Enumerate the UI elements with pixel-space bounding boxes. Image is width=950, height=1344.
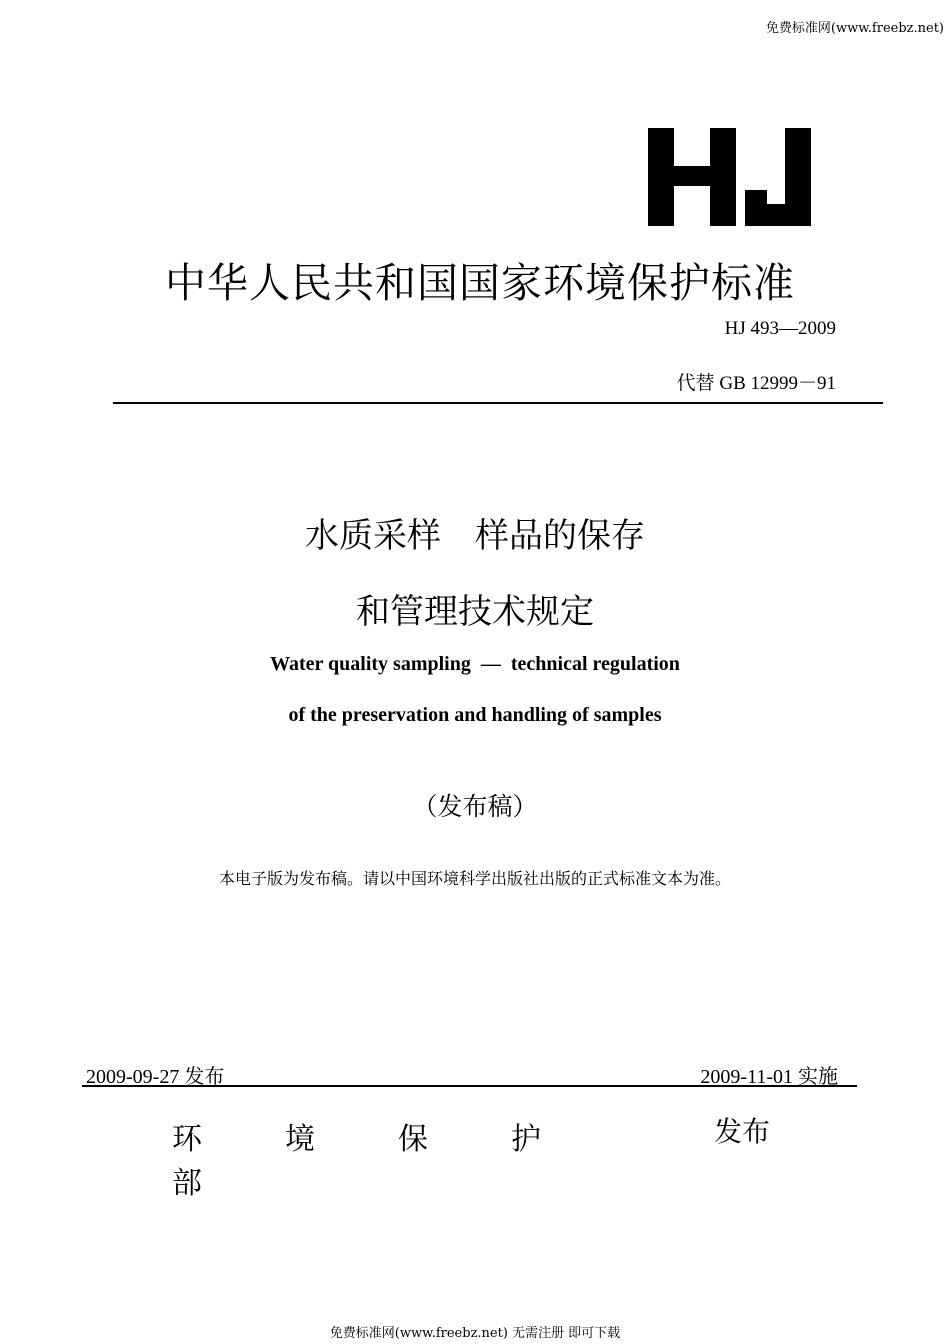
standard-category-title: 中华人民共和国国家环境保护标准 [165, 259, 795, 307]
title-english-line-1: Water quality sampling — technical regulation [270, 653, 680, 675]
edition-note: 本电子版为发布稿。请以中国环境科学出版社出版的正式标准文本为准。 [218, 869, 731, 888]
issuer-verb: 发布 [714, 1115, 771, 1148]
issuing-authority [172, 1114, 692, 1202]
standard-number: HJ 493—2009 [724, 318, 836, 339]
issuer-char: 保 [398, 1122, 428, 1157]
hj-logo [630, 118, 830, 230]
bottom-divider [82, 1085, 857, 1087]
issuer-char: 境 [285, 1122, 315, 1157]
title-english-line-2: of the preservation and handling of samples [288, 704, 662, 726]
header-watermark-note: 免费标准网(www.freebz.net) [765, 21, 944, 36]
top-divider [113, 402, 883, 404]
footer-watermark-note: 免费标准网(www.freebz.net) 无需注册 即可下载 [329, 1326, 621, 1341]
implementation-date: 2009-11-01 实施 [700, 1066, 838, 1088]
draft-status-label: （发布稿） [412, 792, 538, 821]
replaces-standard: 代替 GB 12999－91 [676, 373, 836, 394]
issuer-char: 部 [172, 1166, 202, 1201]
title-chinese-line-2: 和管理技术规定 [356, 592, 594, 632]
issuer-char: 环 [172, 1122, 202, 1157]
issuer-char: 护 [511, 1122, 541, 1157]
issue-date: 2009-09-27 发布 [86, 1066, 225, 1088]
title-chinese-line-1: 水质采样 样品的保存 [305, 516, 645, 556]
